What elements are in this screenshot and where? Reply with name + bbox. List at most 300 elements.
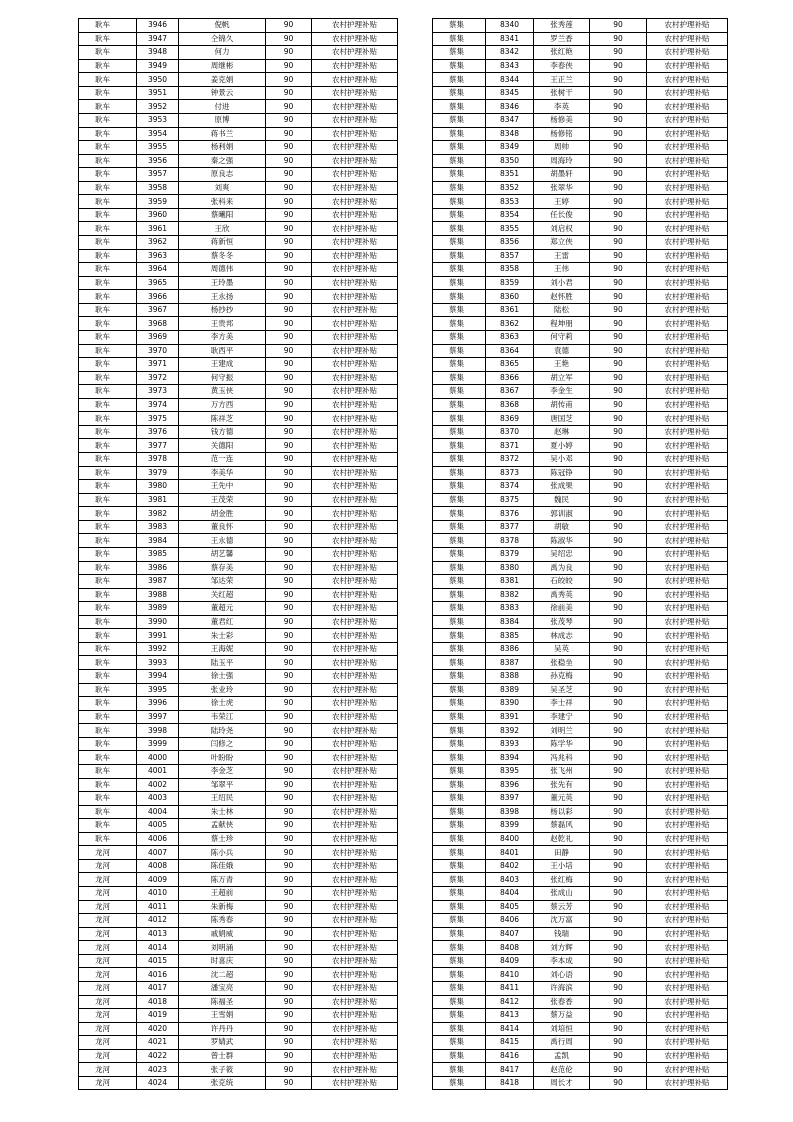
town-cell: 蔡集 xyxy=(433,1009,486,1023)
town-cell: 蔡集 xyxy=(433,1036,486,1050)
amount-cell: 90 xyxy=(266,113,312,127)
number-cell: 4013 xyxy=(137,927,179,941)
amount-cell: 90 xyxy=(266,32,312,46)
name-cell: 孟献侠 xyxy=(179,819,266,833)
name-cell: 袁德 xyxy=(534,344,590,358)
table-row xyxy=(79,887,398,901)
amount-cell: 90 xyxy=(266,59,312,73)
name-cell: 李英 xyxy=(534,100,590,114)
town-cell: 蔡集 xyxy=(433,819,486,833)
amount-cell: 90 xyxy=(590,371,647,385)
amount-cell: 90 xyxy=(266,208,312,222)
name-cell: 郑立侠 xyxy=(534,236,590,250)
table-row xyxy=(79,100,398,114)
town-cell: 耿车 xyxy=(79,358,137,372)
number-cell: 3946 xyxy=(137,19,179,33)
number-cell: 3965 xyxy=(137,276,179,290)
amount-cell: 90 xyxy=(266,941,312,955)
type-cell: 农村护理补贴 xyxy=(312,86,398,100)
type-cell: 农村护理补贴 xyxy=(312,656,398,670)
type-cell: 农村护理补贴 xyxy=(312,141,398,155)
amount-cell: 90 xyxy=(590,927,647,941)
number-cell: 8348 xyxy=(486,127,534,141)
type-cell: 农村护理补贴 xyxy=(312,73,398,87)
town-cell: 耿车 xyxy=(79,819,137,833)
number-cell: 8400 xyxy=(486,832,534,846)
type-cell: 农村护理补贴 xyxy=(647,697,728,711)
amount-cell: 90 xyxy=(266,344,312,358)
town-cell: 龙河 xyxy=(79,914,137,928)
type-cell: 农村护理补贴 xyxy=(647,86,728,100)
type-cell: 农村护理补贴 xyxy=(647,317,728,331)
number-cell: 4005 xyxy=(137,819,179,833)
amount-cell: 90 xyxy=(590,425,647,439)
town-cell: 蔡集 xyxy=(433,859,486,873)
type-cell: 农村护理补贴 xyxy=(647,412,728,426)
town-cell: 蔡集 xyxy=(433,520,486,534)
number-cell: 3976 xyxy=(137,425,179,439)
name-cell: 张业玲 xyxy=(179,683,266,697)
town-cell: 蔡集 xyxy=(433,385,486,399)
name-cell: 陈淑华 xyxy=(534,534,590,548)
table-row xyxy=(433,493,728,507)
town-cell: 蔡集 xyxy=(433,412,486,426)
amount-cell: 90 xyxy=(266,887,312,901)
number-cell: 4006 xyxy=(137,832,179,846)
type-cell: 农村护理补贴 xyxy=(312,914,398,928)
table-row xyxy=(79,385,398,399)
amount-cell: 90 xyxy=(590,344,647,358)
table-row xyxy=(433,737,728,751)
type-cell: 农村护理补贴 xyxy=(312,358,398,372)
table-row xyxy=(433,127,728,141)
table-row xyxy=(79,507,398,521)
amount-cell: 90 xyxy=(590,141,647,155)
number-cell: 8410 xyxy=(486,968,534,982)
town-cell: 蔡集 xyxy=(433,561,486,575)
type-cell: 农村护理补贴 xyxy=(647,642,728,656)
table-row xyxy=(79,1063,398,1077)
type-cell: 农村护理补贴 xyxy=(312,927,398,941)
left-table xyxy=(78,18,398,1090)
type-cell: 农村护理补贴 xyxy=(312,439,398,453)
name-cell: 王正兰 xyxy=(534,73,590,87)
name-cell: 胡艺馨 xyxy=(179,547,266,561)
amount-cell: 90 xyxy=(590,887,647,901)
number-cell: 8366 xyxy=(486,371,534,385)
type-cell: 农村护理补贴 xyxy=(312,330,398,344)
table-row xyxy=(79,453,398,467)
name-cell: 胡传甫 xyxy=(534,398,590,412)
number-cell: 4020 xyxy=(137,1022,179,1036)
name-cell: 吴圣芝 xyxy=(534,683,590,697)
name-cell: 曾士群 xyxy=(179,1049,266,1063)
table-row xyxy=(79,547,398,561)
table-row xyxy=(433,534,728,548)
table-row xyxy=(79,914,398,928)
amount-cell: 90 xyxy=(266,1022,312,1036)
number-cell: 4009 xyxy=(137,873,179,887)
table-row xyxy=(433,73,728,87)
number-cell: 8362 xyxy=(486,317,534,331)
town-cell: 蔡集 xyxy=(433,195,486,209)
table-row xyxy=(79,927,398,941)
number-cell: 4018 xyxy=(137,995,179,1009)
type-cell: 农村护理补贴 xyxy=(312,846,398,860)
amount-cell: 90 xyxy=(266,19,312,33)
type-cell: 农村护理补贴 xyxy=(312,642,398,656)
table-row xyxy=(79,113,398,127)
name-cell: 张子筱 xyxy=(179,1063,266,1077)
number-cell: 3986 xyxy=(137,561,179,575)
amount-cell: 90 xyxy=(590,222,647,236)
name-cell: 秦之强 xyxy=(179,154,266,168)
name-cell: 吴英 xyxy=(534,642,590,656)
table-row xyxy=(433,425,728,439)
number-cell: 8391 xyxy=(486,710,534,724)
table-row xyxy=(79,805,398,819)
table-row xyxy=(79,439,398,453)
number-cell: 4016 xyxy=(137,968,179,982)
number-cell: 8354 xyxy=(486,208,534,222)
name-cell: 王绍民 xyxy=(179,792,266,806)
type-cell: 农村护理补贴 xyxy=(647,141,728,155)
town-cell: 蔡集 xyxy=(433,575,486,589)
type-cell: 农村护理补贴 xyxy=(647,995,728,1009)
type-cell: 农村护理补贴 xyxy=(647,751,728,765)
amount-cell: 90 xyxy=(266,86,312,100)
name-cell: 郭训淑 xyxy=(534,507,590,521)
type-cell: 农村护理补贴 xyxy=(647,425,728,439)
name-cell: 禹行周 xyxy=(534,1036,590,1050)
type-cell: 农村护理补贴 xyxy=(312,507,398,521)
name-cell: 杨利娟 xyxy=(179,141,266,155)
amount-cell: 90 xyxy=(266,1076,312,1090)
number-cell: 4002 xyxy=(137,778,179,792)
number-cell: 8359 xyxy=(486,276,534,290)
table-row xyxy=(79,968,398,982)
type-cell: 农村护理补贴 xyxy=(647,575,728,589)
amount-cell: 90 xyxy=(266,507,312,521)
town-cell: 蔡集 xyxy=(433,670,486,684)
type-cell: 农村护理补贴 xyxy=(647,981,728,995)
number-cell: 3975 xyxy=(137,412,179,426)
amount-cell: 90 xyxy=(266,358,312,372)
amount-cell: 90 xyxy=(266,561,312,575)
table-row xyxy=(79,941,398,955)
town-cell: 蔡集 xyxy=(433,941,486,955)
table-row xyxy=(79,642,398,656)
table-row xyxy=(79,1036,398,1050)
table-row xyxy=(79,737,398,751)
amount-cell: 90 xyxy=(590,208,647,222)
type-cell: 农村护理补贴 xyxy=(647,439,728,453)
name-cell: 何守莉 xyxy=(534,330,590,344)
name-cell: 王欣 xyxy=(179,222,266,236)
number-cell: 8393 xyxy=(486,737,534,751)
number-cell: 3996 xyxy=(137,697,179,711)
type-cell: 农村护理补贴 xyxy=(647,276,728,290)
number-cell: 8379 xyxy=(486,547,534,561)
number-cell: 8417 xyxy=(486,1063,534,1077)
type-cell: 农村护理补贴 xyxy=(312,317,398,331)
amount-cell: 90 xyxy=(266,480,312,494)
table-row xyxy=(433,859,728,873)
name-cell: 钟景云 xyxy=(179,86,266,100)
name-cell: 徐前美 xyxy=(534,602,590,616)
amount-cell: 90 xyxy=(266,778,312,792)
type-cell: 农村护理补贴 xyxy=(312,1009,398,1023)
name-cell: 许海滨 xyxy=(534,981,590,995)
town-cell: 耿车 xyxy=(79,127,137,141)
name-cell: 蔡曦阳 xyxy=(179,208,266,222)
name-cell: 王艳 xyxy=(534,358,590,372)
number-cell: 3980 xyxy=(137,480,179,494)
amount-cell: 90 xyxy=(590,941,647,955)
amount-cell: 90 xyxy=(590,914,647,928)
table-row xyxy=(433,195,728,209)
amount-cell: 90 xyxy=(266,181,312,195)
type-cell: 农村护理补贴 xyxy=(312,588,398,602)
table-row xyxy=(433,507,728,521)
type-cell: 农村护理补贴 xyxy=(312,385,398,399)
amount-cell: 90 xyxy=(590,575,647,589)
type-cell: 农村护理补贴 xyxy=(647,385,728,399)
town-cell: 耿车 xyxy=(79,59,137,73)
number-cell: 3968 xyxy=(137,317,179,331)
name-cell: 杨抄抄 xyxy=(179,303,266,317)
amount-cell: 90 xyxy=(266,697,312,711)
amount-cell: 90 xyxy=(590,642,647,656)
amount-cell: 90 xyxy=(590,1022,647,1036)
town-cell: 蔡集 xyxy=(433,493,486,507)
number-cell: 3998 xyxy=(137,724,179,738)
town-cell: 蔡集 xyxy=(433,263,486,277)
number-cell: 3974 xyxy=(137,398,179,412)
name-cell: 赵琳 xyxy=(534,425,590,439)
name-cell: 田静 xyxy=(534,846,590,860)
town-cell: 蔡集 xyxy=(433,113,486,127)
number-cell: 8387 xyxy=(486,656,534,670)
amount-cell: 90 xyxy=(266,425,312,439)
type-cell: 农村护理补贴 xyxy=(312,453,398,467)
name-cell: 罗兰香 xyxy=(534,32,590,46)
town-cell: 蔡集 xyxy=(433,290,486,304)
amount-cell: 90 xyxy=(590,588,647,602)
town-cell: 耿车 xyxy=(79,724,137,738)
amount-cell: 90 xyxy=(266,46,312,60)
type-cell: 农村护理补贴 xyxy=(647,127,728,141)
name-cell: 禹为良 xyxy=(534,561,590,575)
amount-cell: 90 xyxy=(266,73,312,87)
town-cell: 耿车 xyxy=(79,778,137,792)
type-cell: 农村护理补贴 xyxy=(312,398,398,412)
type-cell: 农村护理补贴 xyxy=(312,412,398,426)
name-cell: 钱瑞 xyxy=(534,927,590,941)
town-cell: 耿车 xyxy=(79,683,137,697)
town-cell: 蔡集 xyxy=(433,453,486,467)
number-cell: 3989 xyxy=(137,602,179,616)
table-row xyxy=(79,371,398,385)
type-cell: 农村护理补贴 xyxy=(647,290,728,304)
town-cell: 耿车 xyxy=(79,303,137,317)
town-cell: 蔡集 xyxy=(433,46,486,60)
type-cell: 农村护理补贴 xyxy=(647,466,728,480)
name-cell: 王雷 xyxy=(534,249,590,263)
town-cell: 蔡集 xyxy=(433,32,486,46)
name-cell: 张先有 xyxy=(534,778,590,792)
name-cell: 沈万富 xyxy=(534,914,590,928)
table-row xyxy=(79,534,398,548)
amount-cell: 90 xyxy=(590,276,647,290)
number-cell: 8361 xyxy=(486,303,534,317)
amount-cell: 90 xyxy=(266,371,312,385)
name-cell: 胡立军 xyxy=(534,371,590,385)
town-cell: 耿车 xyxy=(79,629,137,643)
table-row xyxy=(79,900,398,914)
table-row xyxy=(79,425,398,439)
number-cell: 8401 xyxy=(486,846,534,860)
town-cell: 耿车 xyxy=(79,656,137,670)
name-cell: 李春侠 xyxy=(534,59,590,73)
name-cell: 王超前 xyxy=(179,887,266,901)
type-cell: 农村护理补贴 xyxy=(647,181,728,195)
type-cell: 农村护理补贴 xyxy=(647,249,728,263)
number-cell: 3963 xyxy=(137,249,179,263)
type-cell: 农村护理补贴 xyxy=(312,561,398,575)
type-cell: 农村护理补贴 xyxy=(312,127,398,141)
number-cell: 8395 xyxy=(486,764,534,778)
town-cell: 龙河 xyxy=(79,954,137,968)
table-row xyxy=(433,751,728,765)
amount-cell: 90 xyxy=(266,236,312,250)
table-row xyxy=(433,1049,728,1063)
type-cell: 农村护理补贴 xyxy=(312,778,398,792)
name-cell: 陈小兵 xyxy=(179,846,266,860)
amount-cell: 90 xyxy=(590,263,647,277)
name-cell: 周长才 xyxy=(534,1076,590,1090)
table-row xyxy=(433,1022,728,1036)
table-row xyxy=(433,113,728,127)
type-cell: 农村护理补贴 xyxy=(312,629,398,643)
table-row xyxy=(433,547,728,561)
type-cell: 农村护理补贴 xyxy=(312,968,398,982)
town-cell: 耿车 xyxy=(79,290,137,304)
name-cell: 蔡存美 xyxy=(179,561,266,575)
type-cell: 农村护理补贴 xyxy=(312,995,398,1009)
amount-cell: 90 xyxy=(590,493,647,507)
name-cell: 王小培 xyxy=(534,859,590,873)
amount-cell: 90 xyxy=(590,954,647,968)
table-row xyxy=(79,330,398,344)
amount-cell: 90 xyxy=(590,59,647,73)
table-row xyxy=(79,195,398,209)
table-row xyxy=(433,32,728,46)
town-cell: 龙河 xyxy=(79,1036,137,1050)
town-cell: 蔡集 xyxy=(433,873,486,887)
name-cell: 黄玉侠 xyxy=(179,385,266,399)
number-cell: 3997 xyxy=(137,710,179,724)
amount-cell: 90 xyxy=(590,195,647,209)
type-cell: 农村护理补贴 xyxy=(312,751,398,765)
name-cell: 张红艳 xyxy=(534,46,590,60)
table-row xyxy=(433,629,728,643)
amount-cell: 90 xyxy=(266,520,312,534)
type-cell: 农村护理补贴 xyxy=(312,290,398,304)
town-cell: 耿车 xyxy=(79,385,137,399)
amount-cell: 90 xyxy=(590,412,647,426)
number-cell: 8411 xyxy=(486,981,534,995)
type-cell: 农村护理补贴 xyxy=(312,724,398,738)
amount-cell: 90 xyxy=(590,561,647,575)
amount-cell: 90 xyxy=(266,168,312,182)
type-cell: 农村护理补贴 xyxy=(312,900,398,914)
table-row xyxy=(79,792,398,806)
name-cell: 刘爽 xyxy=(179,181,266,195)
amount-cell: 90 xyxy=(590,697,647,711)
town-cell: 耿车 xyxy=(79,276,137,290)
type-cell: 农村护理补贴 xyxy=(312,100,398,114)
name-cell: 蔡士珍 xyxy=(179,832,266,846)
type-cell: 农村护理补贴 xyxy=(647,615,728,629)
number-cell: 8340 xyxy=(486,19,534,33)
type-cell: 农村护理补贴 xyxy=(312,46,398,60)
amount-cell: 90 xyxy=(590,73,647,87)
name-cell: 夏小婷 xyxy=(534,439,590,453)
name-cell: 冯兆科 xyxy=(534,751,590,765)
town-cell: 耿车 xyxy=(79,575,137,589)
name-cell: 范一连 xyxy=(179,453,266,467)
number-cell: 4015 xyxy=(137,954,179,968)
name-cell: 刘启权 xyxy=(534,222,590,236)
number-cell: 3991 xyxy=(137,629,179,643)
amount-cell: 90 xyxy=(590,358,647,372)
town-cell: 蔡集 xyxy=(433,425,486,439)
name-cell: 刘培恒 xyxy=(534,1022,590,1036)
name-cell: 吴绍忠 xyxy=(534,547,590,561)
table-row xyxy=(433,778,728,792)
number-cell: 8413 xyxy=(486,1009,534,1023)
number-cell: 3950 xyxy=(137,73,179,87)
town-cell: 蔡集 xyxy=(433,480,486,494)
amount-cell: 90 xyxy=(590,1036,647,1050)
table-row xyxy=(79,724,398,738)
table-row xyxy=(433,954,728,968)
name-cell: 李方美 xyxy=(179,330,266,344)
amount-cell: 90 xyxy=(266,453,312,467)
type-cell: 农村护理补贴 xyxy=(647,371,728,385)
name-cell: 李本成 xyxy=(534,954,590,968)
number-cell: 4017 xyxy=(137,981,179,995)
number-cell: 8351 xyxy=(486,168,534,182)
town-cell: 龙河 xyxy=(79,873,137,887)
number-cell: 8397 xyxy=(486,792,534,806)
amount-cell: 90 xyxy=(266,927,312,941)
table-row xyxy=(79,168,398,182)
table-row xyxy=(433,330,728,344)
name-cell: 徐士强 xyxy=(179,670,266,684)
amount-cell: 90 xyxy=(266,249,312,263)
town-cell: 蔡集 xyxy=(433,710,486,724)
town-cell: 蔡集 xyxy=(433,439,486,453)
town-cell: 蔡集 xyxy=(433,683,486,697)
type-cell: 农村护理补贴 xyxy=(647,629,728,643)
type-cell: 农村护理补贴 xyxy=(312,208,398,222)
table-row xyxy=(433,290,728,304)
type-cell: 农村护理补贴 xyxy=(312,737,398,751)
number-cell: 8390 xyxy=(486,697,534,711)
name-cell: 陆松 xyxy=(534,303,590,317)
